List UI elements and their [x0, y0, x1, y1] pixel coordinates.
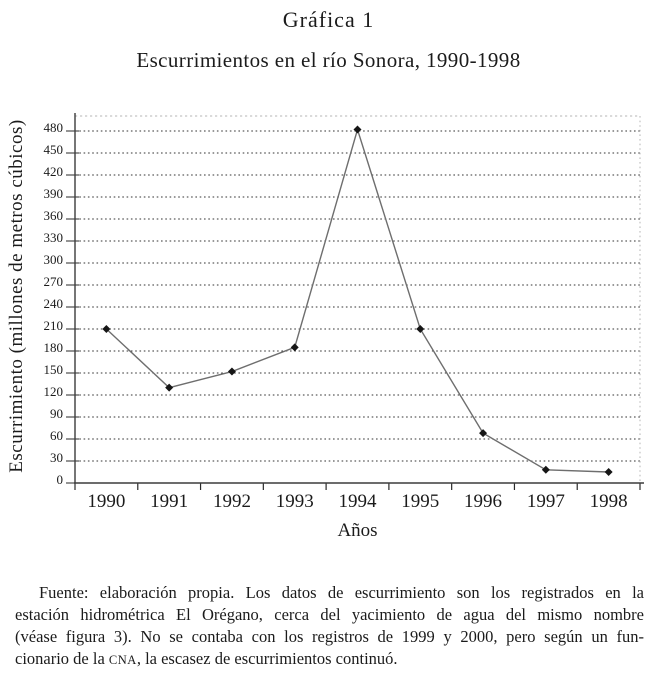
x-tick-label: 1992	[212, 491, 251, 512]
y-tick-label: 120	[43, 384, 63, 399]
x-axis-title: Años	[337, 520, 378, 541]
y-tick-label: 330	[43, 230, 63, 245]
figure-subtitle: Escurrimientos en el río Sonora, 1990-1998	[136, 48, 521, 72]
data-point-1996	[479, 429, 487, 437]
x-tick-label: 1991	[150, 491, 189, 512]
source-note	[15, 582, 644, 671]
y-tick-label: 30	[50, 450, 63, 465]
source-note-line: estación hidrométrica El Orégano, cerca del yacimiento de agua del mismo nombre	[15, 605, 644, 624]
source-note-line: Fuente: elaboración propia. Los datos de escurrimiento son los registrados en la	[39, 583, 644, 602]
x-tick-label: 1997	[526, 491, 565, 512]
y-tick-label: 390	[43, 186, 63, 201]
y-tick-label: 0	[56, 472, 63, 487]
data-point-1994	[354, 126, 362, 134]
y-tick-label: 420	[43, 164, 63, 179]
y-tick-label: 300	[43, 252, 63, 267]
y-tick-label: 480	[43, 120, 63, 135]
y-tick-label: 60	[50, 428, 63, 443]
data-point-1997	[542, 466, 550, 474]
y-tick-label: 240	[43, 296, 63, 311]
data-point-1993	[291, 343, 299, 351]
y-tick-label: 270	[43, 274, 63, 289]
y-axis-title: Escurrimiento (millones de metros cúbicos)	[6, 119, 27, 473]
data-point-1992	[228, 368, 236, 376]
source-note-line: (véase figura 3). No se contaba con los registros de 1999 y 2000, pero según un fun-	[15, 627, 644, 646]
x-tick-label: 1994	[338, 491, 377, 512]
y-tick-label: 210	[43, 318, 63, 333]
source-note-text: , la escasez de escurrimientos continuó.	[136, 649, 398, 668]
x-tick-label: 1995	[401, 491, 440, 512]
y-tick-label: 150	[43, 362, 63, 377]
y-tick-label: 450	[43, 142, 63, 157]
x-tick-label: 1998	[589, 491, 628, 512]
x-tick-label: 1993	[275, 491, 314, 512]
cna-acronym: CNA	[108, 653, 137, 667]
figure-title: Gráfica 1	[282, 7, 375, 32]
data-point-1998	[605, 468, 613, 476]
y-tick-label: 360	[43, 208, 63, 223]
source-note-text: cionario de la	[15, 649, 109, 668]
x-tick-label: 1996	[464, 491, 503, 512]
y-tick-label: 180	[43, 340, 63, 355]
data-point-1995	[416, 325, 424, 333]
series-line	[106, 130, 608, 472]
source-note-line	[15, 648, 644, 671]
y-tick-label: 90	[50, 406, 63, 421]
x-tick-label: 1990	[87, 491, 126, 512]
